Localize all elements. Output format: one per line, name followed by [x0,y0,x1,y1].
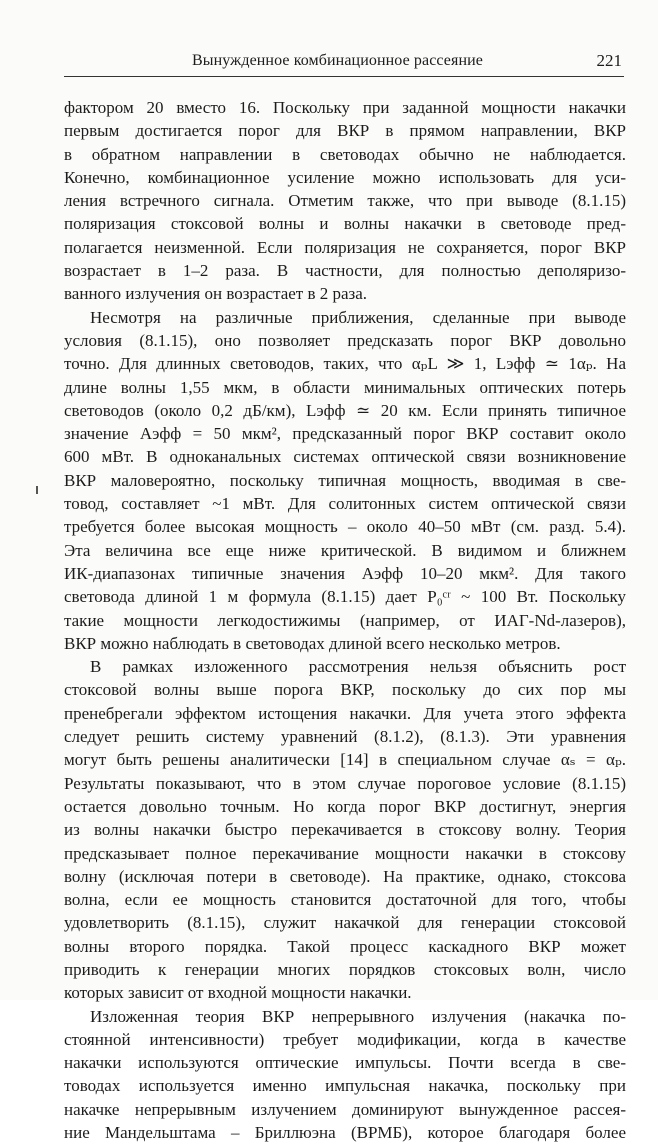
text-line: удовлетворить (8.1.15), служит накачкой для генерации стоксовой [64,913,626,933]
text-line: ВКР маловероятно, поскольку типичная мощность, вводимая в све- [64,470,626,490]
text-line: требуется более высокая мощность – около 40–50 мВт (см. разд. 5.4). [64,517,626,537]
text-line: В рамках изложенного рассмотрения нельзя объяснить рост [90,657,626,677]
text-line: световодов (около 0,2 дБ/км), Lэфф ≃ 20 км. Если принять типичное [64,400,626,420]
text-line: волны второго порядка. Такой процесс каскадного ВКР может [64,936,626,956]
text-line: пренебрегали эффектом истощения накачки. Для учета этого эффекта [64,703,626,723]
text-line: приводить к генерации многих порядков стоксовых волн, число [64,959,626,979]
text-line: 600 мВт. В одноканальных системах оптической связи возникновение [64,447,626,467]
text-line: ления встречного сигнала. Отметим также, что при выводе (8.1.15) [64,191,626,211]
text-line: фактором 20 вместо 16. Поскольку при заданной мощности накачки [64,98,626,117]
text-line: могут быть решены аналитически [14] в специальном случае αₛ = αₚ. [64,750,626,770]
text-line: товодах используется именно импульсная накачка, поскольку при [64,1076,626,1096]
text-line: ние Мандельштама – Бриллюэна (ВРМБ), которое благодаря более [64,1123,626,1143]
text-line: товод, составляет ~1 мВт. Для солитонных систем оптической связи [64,494,626,514]
text-line: волна, если ее мощность становится достаточной для того, чтобы [64,890,626,910]
text-line: из волны накачки быстро перекачивается в стоксову волну. Теория [64,820,626,840]
text-line: которых зависит от входной мощности накачки. [64,983,412,1003]
margin-mark [36,486,38,494]
text-line: ванного излучения он возрастает в 2 раза. [64,284,368,304]
text-line: предсказывает полное перекачивание мощности накачки в стоксову [64,843,626,863]
text-line: ИК-диапазонах типичные значения Aэфф 10–20 мкм². Для такого [64,563,626,583]
text-line: Несмотря на различные приближения, сделанные при выводе [90,307,626,327]
text-line: Изложенная теория ВКР непрерывного излучения (накачка по- [90,1006,626,1026]
text-line: длине волны 1,55 мкм, в области минимальных оптических потерь [64,377,626,397]
text-line: световода длиной 1 м формула (8.1.15) дает P₀ᶜʳ ~ 100 Вт. Поскольку [64,587,626,607]
text-line: стоксовой волны выше порога ВКР, поскольку до сих пор мы [64,680,626,700]
header-title: Вынужденное комбинационное рассеяние [192,52,483,69]
text-line: точно. Для длинных световодов, таких, что αₚL ≫ 1, Lэфф ≃ 1αₚ. На [64,354,626,374]
text-line: Эта величина все еще ниже критической. В видимом и ближнем [64,540,626,560]
text-line: условия (8.1.15), оно позволяет предсказать порог ВКР довольно [64,330,626,350]
text-line: накачке непрерывным излучением доминируют вынужденное рассея- [64,1099,626,1119]
text-line: такие мощности легкодостижимы (например, от ИАГ-Nd-лазеров), [64,610,626,630]
text-line: стоянной интенсивности) требует модификации, когда в качестве [64,1029,626,1049]
text-line: полагается неизменной. Если поляризация не сохраняется, порог ВКР [64,237,626,257]
text-line: в обратном направлении в световодах обычно не наблюдается. [64,144,626,164]
text-line: Конечно, комбинационное усиление можно использовать для уси- [64,167,626,187]
page-number: 221 [596,51,622,70]
body-text [64,96,626,1144]
text-line: остается довольно точным. Но когда порог ВКР достигнут, энергия [64,796,626,816]
text-line: значение Aэфф = 50 мкм², предсказанный порог ВКР составит около [64,424,626,444]
text-line: возрастает в 1–2 раза. В частности, для полностью деполяризо- [64,261,626,281]
text-line: накачки используются оптические импульсы. Почти всегда в све- [64,1053,626,1073]
running-header [64,52,624,77]
text-line: Результаты показывают, что в этом случае пороговое условие (8.1.15) [64,773,626,793]
text-line: волну (исключая потери в световоде). На практике, однако, стоксова [64,866,626,886]
text-line: первым достигается порог для ВКР в прямом направлении, ВКР [64,121,626,141]
text-line: ВКР можно наблюдать в световодах длиной всего несколько метров. [64,633,561,653]
text-line: поляризация стоксовой волны и волны накачки в световоде пред- [64,214,626,234]
text-line: следует решить систему уравнений (8.1.2), (8.1.3). Эти уравнения [64,727,626,747]
